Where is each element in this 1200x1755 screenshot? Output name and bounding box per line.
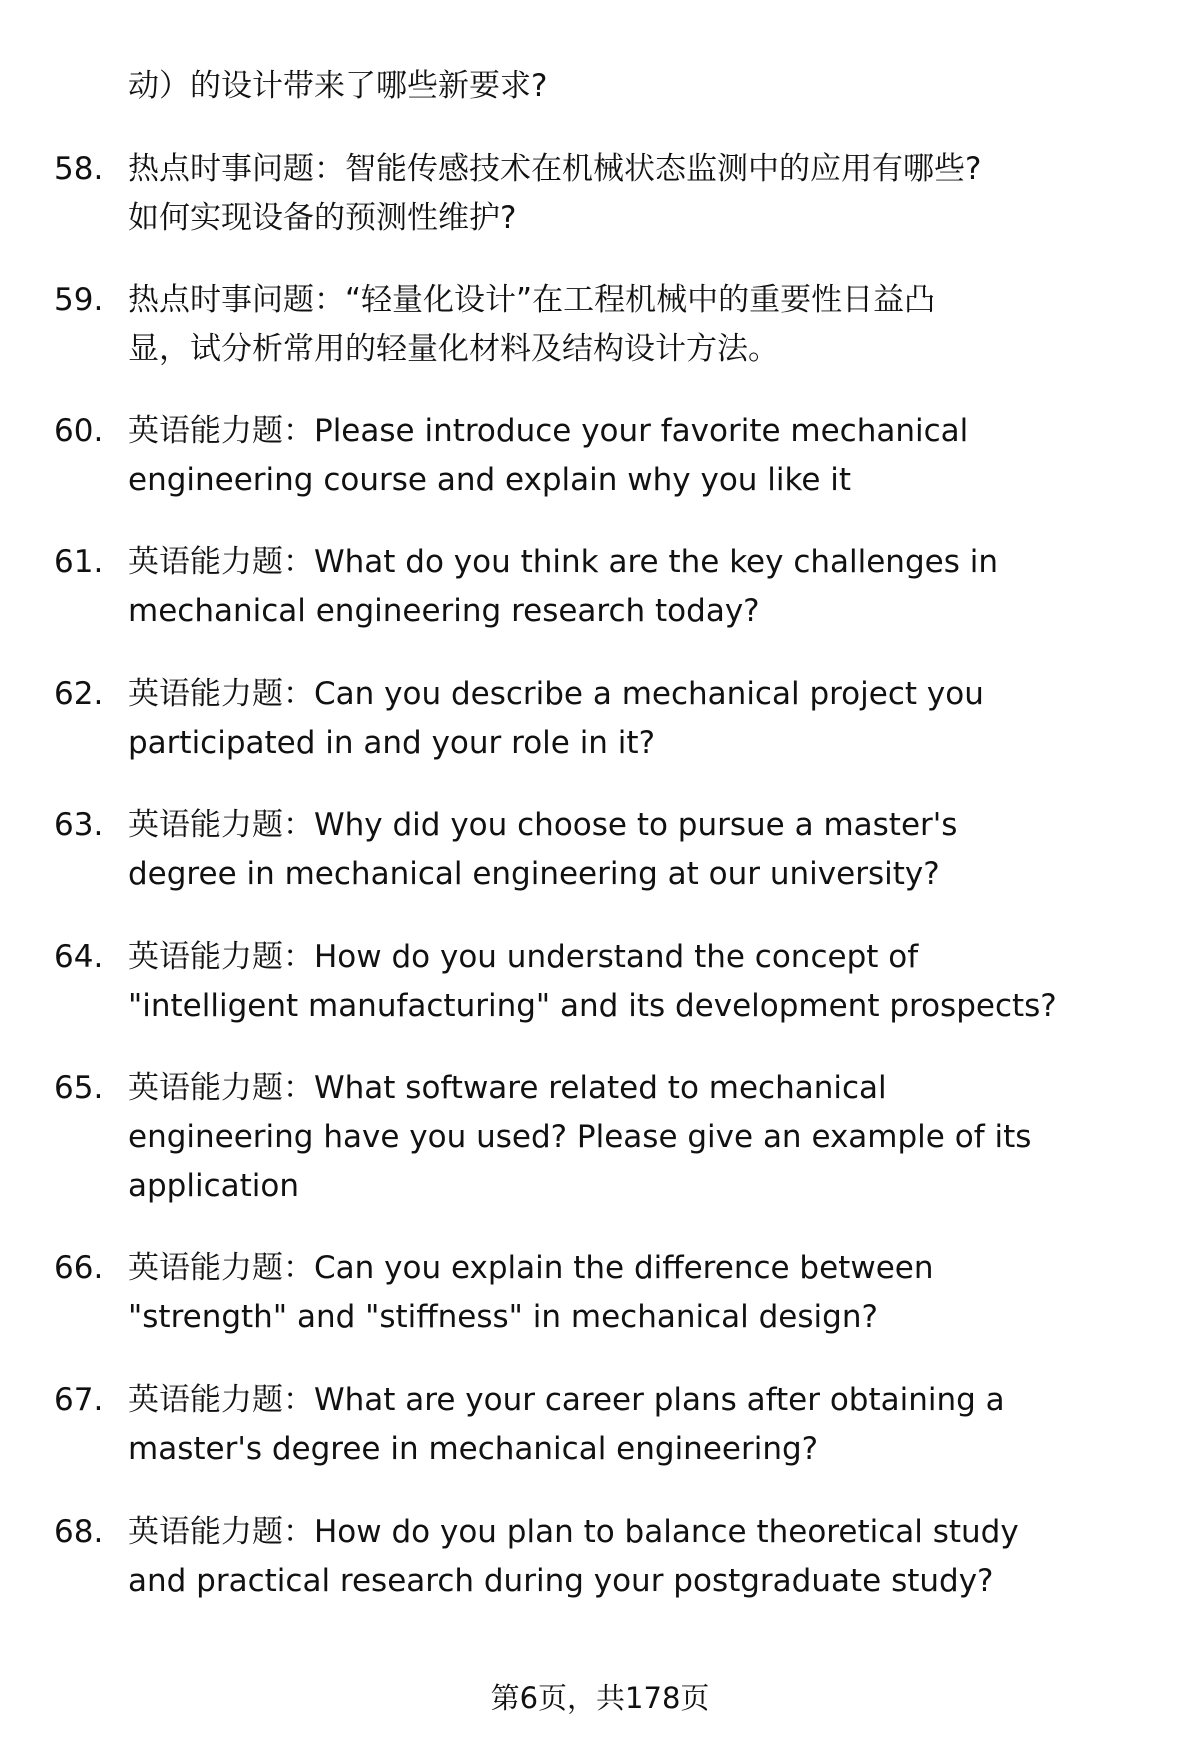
- question-line: 显，试分析常用的轻量化材料及结构设计方法。: [128, 331, 779, 367]
- question-line: 英语能力题：Can you describe a mechanical project you: [128, 676, 984, 712]
- question-number: 68.: [54, 1514, 104, 1550]
- question-line: 热点时事问题：智能传感技术在机械状态监测中的应用有哪些?: [128, 151, 982, 187]
- question-text: [128, 801, 1188, 899]
- question-text: [128, 276, 1188, 374]
- question-text: [128, 407, 1188, 505]
- question-line: 英语能力题：How do you understand the concept of: [128, 939, 919, 975]
- question-line: degree in mechanical engineering at our university?: [128, 856, 940, 892]
- question-line: engineering course and explain why you like it: [128, 462, 852, 498]
- question-line: 热点时事问题：“轻量化设计”在工程机械中的重要性日益凸: [128, 282, 936, 318]
- question-text: [128, 538, 1188, 636]
- question-line: "intelligent manufacturing" and its development prospects?: [128, 988, 1057, 1024]
- question-line: 英语能力题：What do you think are the key challenges in: [128, 544, 998, 580]
- question-number: 64.: [54, 939, 104, 975]
- question-number: 60.: [54, 413, 104, 449]
- question-number: 62.: [54, 676, 104, 712]
- question-line: and practical research during your postgraduate study?: [128, 1563, 994, 1599]
- question-text: [128, 1064, 1188, 1211]
- question-text: [128, 1376, 1188, 1474]
- question-line: master's degree in mechanical engineering?: [128, 1431, 819, 1467]
- question-line: 英语能力题：Please introduce your favorite mechanical: [128, 413, 969, 449]
- question-number: 66.: [54, 1250, 104, 1286]
- question-line: 如何实现设备的预测性维护?: [128, 200, 517, 236]
- question-text: [128, 670, 1188, 768]
- question-text: [128, 1244, 1188, 1342]
- question-line: 动）的设计带来了哪些新要求?: [128, 68, 548, 104]
- question-line: 英语能力题：Can you explain the difference between: [128, 1250, 934, 1286]
- question-number: 65.: [54, 1070, 104, 1106]
- question-text: [128, 62, 1188, 111]
- question-line: 英语能力题：How do you plan to balance theoretical study: [128, 1514, 1019, 1550]
- question-line: participated in and your role in it?: [128, 725, 656, 761]
- question-line: 英语能力题：Why did you choose to pursue a master's: [128, 807, 958, 843]
- question-number: 59.: [54, 282, 104, 318]
- question-line: 英语能力题：What are your career plans after obtaining a: [128, 1382, 1005, 1418]
- question-line: engineering have you used? Please give an example of its: [128, 1119, 1032, 1155]
- question-line: mechanical engineering research today?: [128, 593, 760, 629]
- question-number: 58.: [54, 151, 104, 187]
- question-number: 61.: [54, 544, 104, 580]
- question-line: "strength" and "stiffness" in mechanical design?: [128, 1299, 878, 1335]
- page-footer: 第6页，共178页: [490, 1681, 710, 1715]
- question-text: [128, 145, 1188, 243]
- question-text: [128, 933, 1188, 1031]
- question-text: [128, 1508, 1188, 1606]
- question-line: application: [128, 1168, 299, 1204]
- question-line: 英语能力题：What software related to mechanical: [128, 1070, 887, 1106]
- question-number: 67.: [54, 1382, 104, 1418]
- question-number: 63.: [54, 807, 104, 843]
